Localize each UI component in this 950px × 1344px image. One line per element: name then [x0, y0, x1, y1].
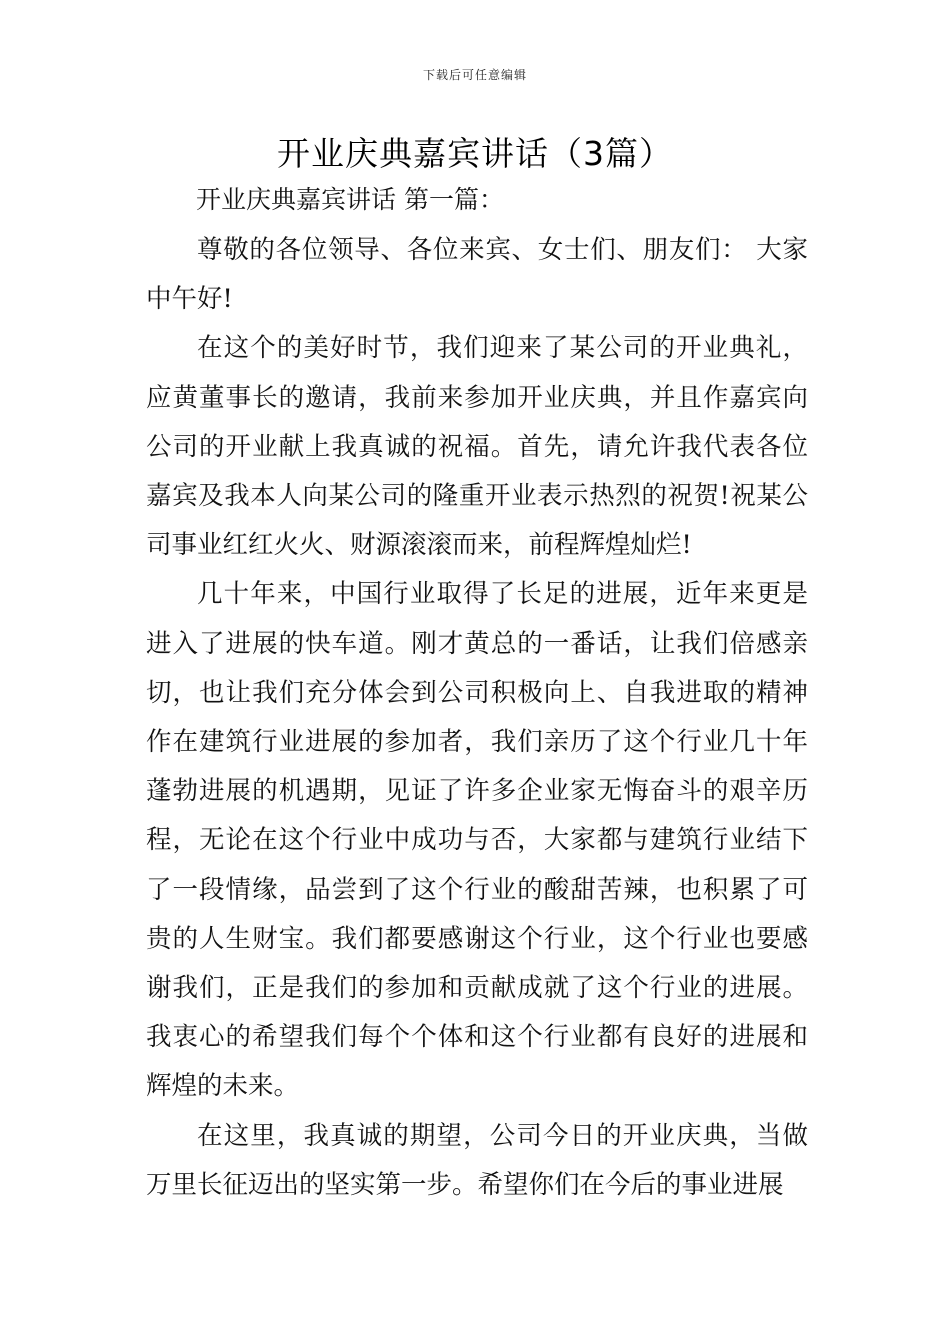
paragraph-industry: 几十年来，中国行业取得了长足的进展，近年来更是进入了进展的快车道。刚才黄总的一番话，让我们倍感亲切，也让我们充分体会到公司积极向上、自我进取的精神作在建筑行业进展的参加者，我们亲历了这个行业几十年蓬勃进展的机遇期，见证了许多企业家无悔奋斗的艰辛历程，无论在这个行业中成功与否，大家都与建筑行业结下了一段情缘，品尝到了这个行业的酸甜苦辣，也积累了可贵的人生财宝。我们都要感谢这个行业，这个行业也要感谢我们，正是我们的参加和贡献成就了这个行业的进展。我衷心的希望我们每个个体和这个行业都有良好的进展和辉煌的未来。 [146, 579, 808, 1102]
document-title: 开业庆典嘉宾讲话（3篇） [277, 134, 673, 173]
paragraph-hope: 在这里，我真诚的期望，公司今日的开业庆典，当做万里长征迈出的坚实第一步。希望你们在今后的事业进展 [146, 1120, 808, 1200]
header-note: 下载后可任意编辑 [422, 68, 527, 82]
paragraph-greeting: 尊敬的各位领导、各位来宾、女士们、朋友们： 大家中午好! [146, 235, 808, 315]
section-subtitle: 开业庆典嘉宾讲话 第一篇： [196, 185, 504, 214]
document-body [146, 226, 808, 1210]
paragraph-congratulations: 在这个的美好时节，我们迎来了某公司的开业典礼，应黄董事长的邀请，我前来参加开业庆典，并且作嘉宾向公司的开业献上我真诚的祝福。首先，请允许我代表各位嘉宾及我本人向某公司的隆重开业表示热烈的祝贺!祝某公司事业红红火火、财源滚滚而来，前程辉煌灿烂! [146, 333, 808, 561]
